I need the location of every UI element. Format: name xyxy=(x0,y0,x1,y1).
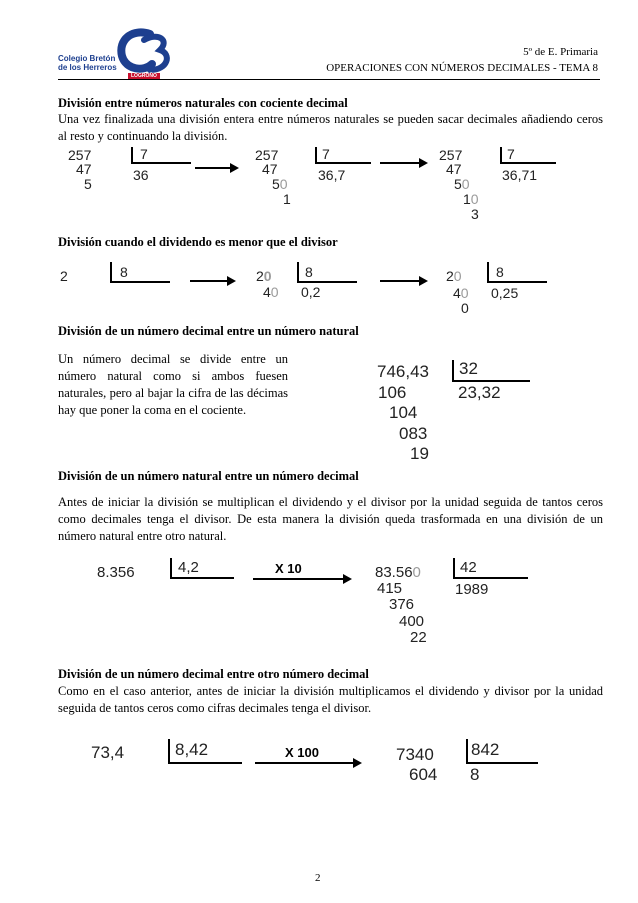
remainder: 47 xyxy=(76,161,92,177)
logo-city: LOGROÑO xyxy=(128,73,160,79)
multiply-arrow xyxy=(253,578,350,580)
divisor: 7 xyxy=(140,146,148,162)
arrow xyxy=(380,280,426,282)
division-bracket xyxy=(110,262,112,283)
remainder: 5 xyxy=(454,176,462,192)
dividend: 257 xyxy=(68,147,92,163)
dividend: 2 xyxy=(60,268,68,284)
remainder: 0 xyxy=(461,300,469,316)
dividend: 73,4 xyxy=(91,743,125,762)
divisor: 4,2 xyxy=(178,559,199,576)
quotient: 8 xyxy=(470,765,480,784)
section1-text: Una vez finalizada una división entera entre números naturales se pueden sacar decimales añadiendo ceros al resto y continuando la división. xyxy=(58,112,603,143)
remainder: 604 xyxy=(409,765,438,784)
added-zero: 0 xyxy=(263,268,272,284)
new-divisor: 42 xyxy=(460,559,477,576)
division-bar xyxy=(452,380,530,382)
multiplier: X 10 xyxy=(275,561,302,576)
dividend: 2 xyxy=(256,268,264,284)
logo-line1: Colegio Bretón xyxy=(58,54,116,63)
divisor: 8 xyxy=(120,264,128,280)
division-bar xyxy=(297,281,357,283)
division-bar xyxy=(466,762,538,764)
divisor: 8 xyxy=(496,264,504,280)
remainder: 376 xyxy=(389,596,415,613)
section5-title: División de un número decimal entre otro número decimal xyxy=(58,667,369,681)
quotient: 36,7 xyxy=(318,167,346,183)
division-bracket xyxy=(297,262,299,283)
added-zero: 0 xyxy=(270,284,279,300)
added-zero: 0 xyxy=(453,268,462,284)
page-number: 2 xyxy=(315,872,321,884)
arrow xyxy=(195,167,237,169)
remainder: 4 xyxy=(263,284,271,300)
remainder: 083 xyxy=(399,424,428,443)
remainder: 400 xyxy=(399,613,425,630)
quotient: 1989 xyxy=(455,581,489,598)
multiply-arrow xyxy=(255,762,360,764)
divisor: 7 xyxy=(507,146,515,162)
remainder: 106 xyxy=(378,383,407,402)
division-bracket xyxy=(170,558,172,579)
quotient: 36,71 xyxy=(502,167,538,183)
multiplier: X 100 xyxy=(285,745,319,760)
dividend: 257 xyxy=(255,147,279,163)
divisor: 8 xyxy=(305,264,313,280)
remainder: 3 xyxy=(471,206,479,222)
section4-title: División de un número natural entre un número decimal xyxy=(58,469,359,483)
arrow xyxy=(190,280,234,282)
dividend: 257 xyxy=(439,147,463,163)
remainder: 4 xyxy=(453,285,461,301)
division-bar xyxy=(170,577,234,579)
division-bar xyxy=(131,162,191,164)
section4-text: Antes de iniciar la división se multiplican el dividendo y el divisor por la unidad seguida de tantos ceros como decimales tenga el divisor. De esta manera la división queda trasformada en una división de un número natural entre otro natural. xyxy=(58,495,603,543)
remainder: 19 xyxy=(410,444,429,463)
logo-mark xyxy=(110,26,172,78)
division-bar xyxy=(487,281,547,283)
division-bar xyxy=(110,281,170,283)
new-dividend: 7340 xyxy=(396,745,434,764)
remainder: 22 xyxy=(410,629,427,646)
added-zero: 0 xyxy=(412,564,421,581)
added-zero: 0 xyxy=(460,285,469,301)
section2-title: División cuando el dividendo es menor que el divisor xyxy=(58,235,338,249)
remainder: 47 xyxy=(446,161,462,177)
divisor: 32 xyxy=(459,359,478,378)
divisor: 8,42 xyxy=(175,740,209,759)
dividend: 8.356 xyxy=(97,564,135,581)
dividend: 746,43 xyxy=(377,362,429,381)
new-divisor: 842 xyxy=(471,740,500,759)
section3-text: Un número decimal se divide entre un número natural como si ambos fuesen naturales, pero al bajar la cifra de las décimas hay que poner la coma en el cociente. xyxy=(58,352,288,417)
added-zero: 0 xyxy=(279,176,288,192)
quotient: 36 xyxy=(133,167,149,183)
division-bracket xyxy=(452,360,454,382)
quotient: 0,25 xyxy=(491,285,519,301)
remainder: 104 xyxy=(389,403,418,422)
remainder: 5 xyxy=(272,176,280,192)
added-zero: 0 xyxy=(461,176,470,192)
section1-title: División entre números naturales con cociente decimal xyxy=(58,96,348,110)
division-bar xyxy=(453,577,528,579)
remainder: 1 xyxy=(283,191,291,207)
quotient: 0,2 xyxy=(301,284,321,300)
divisor: 7 xyxy=(322,146,330,162)
division-bar xyxy=(315,162,371,164)
division-bracket xyxy=(453,558,455,579)
remainder: 47 xyxy=(262,161,278,177)
remainder: 415 xyxy=(377,580,403,597)
division-bar xyxy=(500,162,556,164)
remainder: 5 xyxy=(84,176,92,192)
division-bracket xyxy=(466,739,468,764)
division-bracket xyxy=(487,262,489,283)
dividend: 2 xyxy=(446,268,454,284)
quotient: 23,32 xyxy=(458,383,501,402)
remainder: 1 xyxy=(463,191,471,207)
arrow xyxy=(380,162,426,164)
header-topic: OPERACIONES CON NÚMEROS DECIMALES - TEMA 8 xyxy=(326,62,598,74)
section5-text: Como en el caso anterior, antes de iniciar la división multiplicamos el dividendo y divisor por la unidad seguida de tantos ceros como cifras decimales tenga el divisor. xyxy=(58,684,603,715)
header-rule xyxy=(58,79,600,80)
section3-title: División de un número decimal entre un número natural xyxy=(58,324,359,338)
added-zero: 0 xyxy=(470,191,479,207)
division-bar xyxy=(168,762,242,764)
logo-line2: de los Herreros xyxy=(58,63,117,72)
division-bracket xyxy=(168,739,170,764)
new-dividend: 83.56 xyxy=(375,564,413,581)
header-grade: 5º de E. Primaria xyxy=(523,46,598,58)
